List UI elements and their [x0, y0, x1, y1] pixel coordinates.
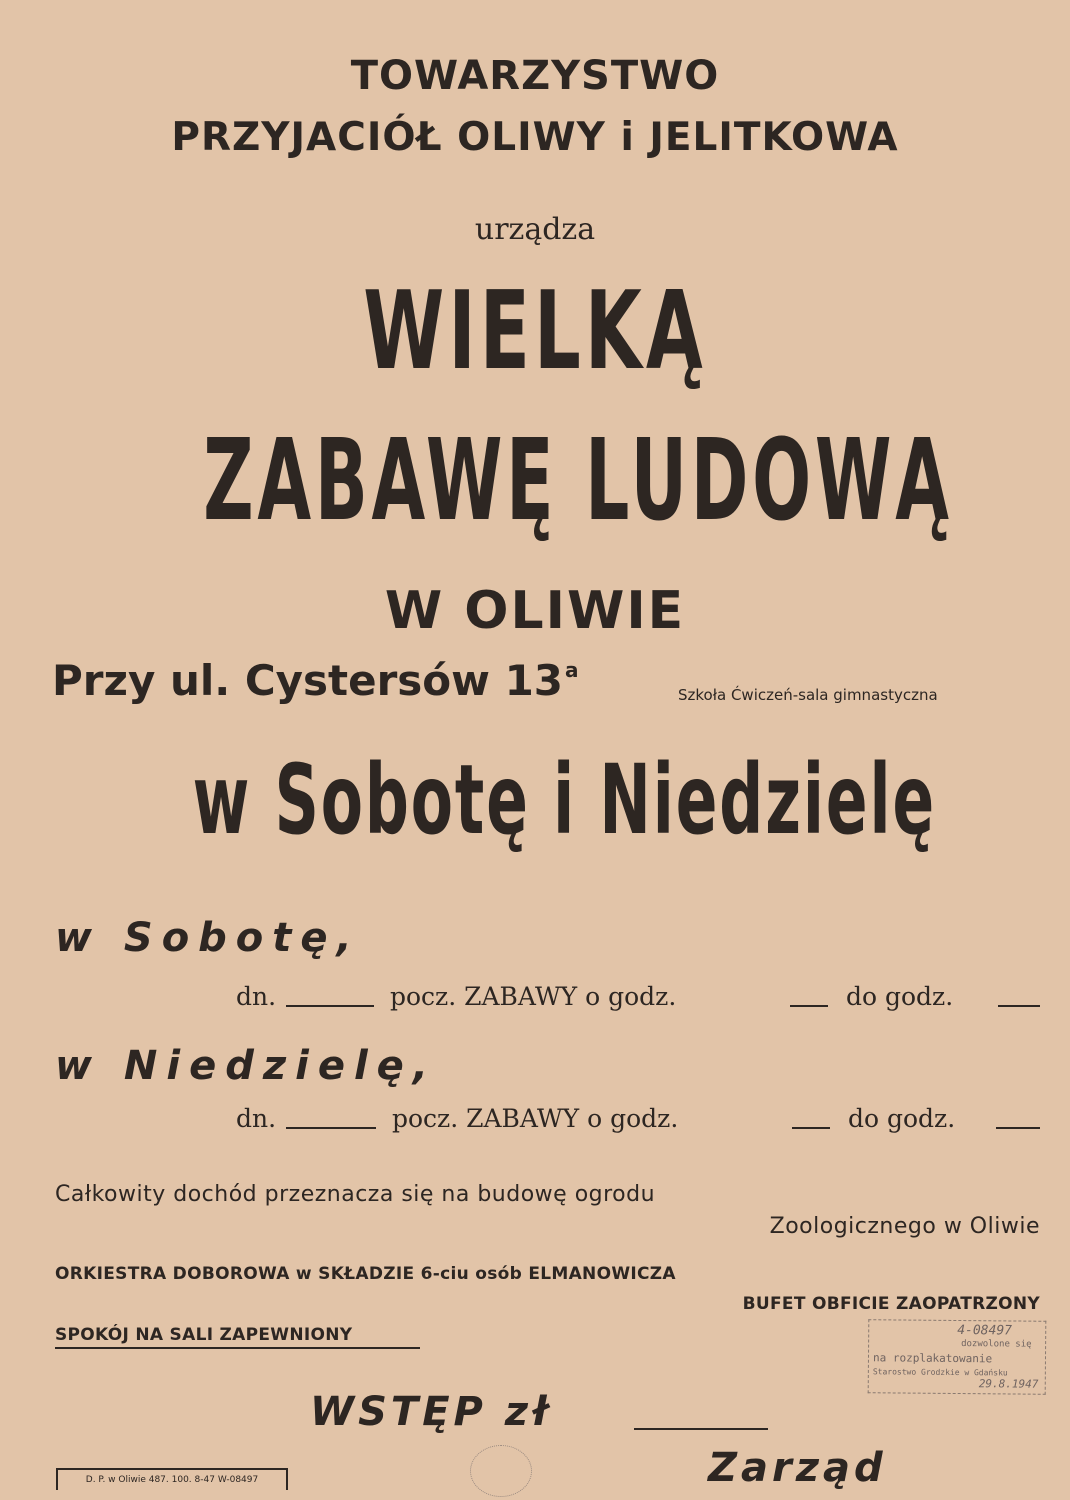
street-number-suffix: a [565, 658, 579, 682]
saturday-heading: w Sobotę, [55, 915, 361, 961]
sunday-date-blank [286, 1126, 376, 1129]
saturday-start-blank [790, 1004, 828, 1007]
stamp-number: 4-08497 [957, 1323, 1013, 1339]
venue-description: Szkoła Ćwiczeń-sala gimnastyczna [678, 686, 938, 704]
saturday-start-label: pocz. ZABAWY o godz. [390, 982, 677, 1011]
sunday-end-blank [996, 1126, 1040, 1129]
stamp-date: 29.8.1947 [978, 1377, 1039, 1391]
event-days-title: w Sobotę i Niedzielę [192, 744, 937, 856]
sunday-end-label: do godz. [848, 1104, 956, 1133]
income-note-line1: Całkowity dochód przeznacza się na budowę ogrodu [55, 1182, 656, 1207]
printer-imprint: D. P. w Oliwie 487. 100. 8-47 W-08497 [56, 1468, 288, 1490]
saturday-end-label: do godz. [846, 982, 954, 1011]
saturday-date-label: dn. [236, 982, 277, 1011]
title-wielka: WIELKĄ [363, 269, 707, 394]
faint-seal-mark [470, 1445, 532, 1497]
street-address-text: Przy ul. Cystersów 13 [52, 656, 564, 705]
title-zabawe-ludowa: ZABAWĘ LUDOWĄ [203, 416, 953, 546]
stamp-line3: Starostwo Grodzkie w Gdańsku [872, 1367, 1008, 1378]
signature-board: Zarząd [708, 1445, 887, 1491]
sunday-start-blank [792, 1126, 830, 1129]
stamp-line1: dozwolone się [961, 1339, 1032, 1350]
sunday-heading: w Niedzielę, [55, 1043, 437, 1089]
entry-fee-label: WSTĘP zł [310, 1389, 552, 1435]
buffet-note: BUFET OBFICIE ZAOPATRZONY [742, 1294, 1040, 1314]
sunday-date-label: dn. [236, 1104, 277, 1133]
order-note: SPOKÓJ NA SALI ZAPEWNIONY [55, 1325, 420, 1349]
organizes-label: urządza [474, 212, 596, 247]
saturday-end-blank [998, 1004, 1040, 1007]
orchestra-note: ORKIESTRA DOBOROWA w SKŁADZIE 6-ciu osób ELMANOWICZA [55, 1264, 676, 1284]
organization-name-line1: TOWARZYSTWO [350, 53, 720, 99]
entry-fee-blank [634, 1428, 768, 1430]
income-note-line2: Zoologicznego w Oliwie [769, 1214, 1040, 1239]
organization-name-line2: PRZYJACIÓŁ OLIWY i JELITKOWA [171, 115, 899, 160]
stamp-line2: na rozplakatowanie [872, 1351, 993, 1366]
saturday-date-blank [286, 1004, 374, 1007]
street-address [52, 656, 579, 705]
event-location: W OLIWIE [384, 581, 686, 641]
approval-stamp [868, 1319, 1047, 1395]
sunday-start-label: pocz. ZABAWY o godz. [392, 1104, 679, 1133]
